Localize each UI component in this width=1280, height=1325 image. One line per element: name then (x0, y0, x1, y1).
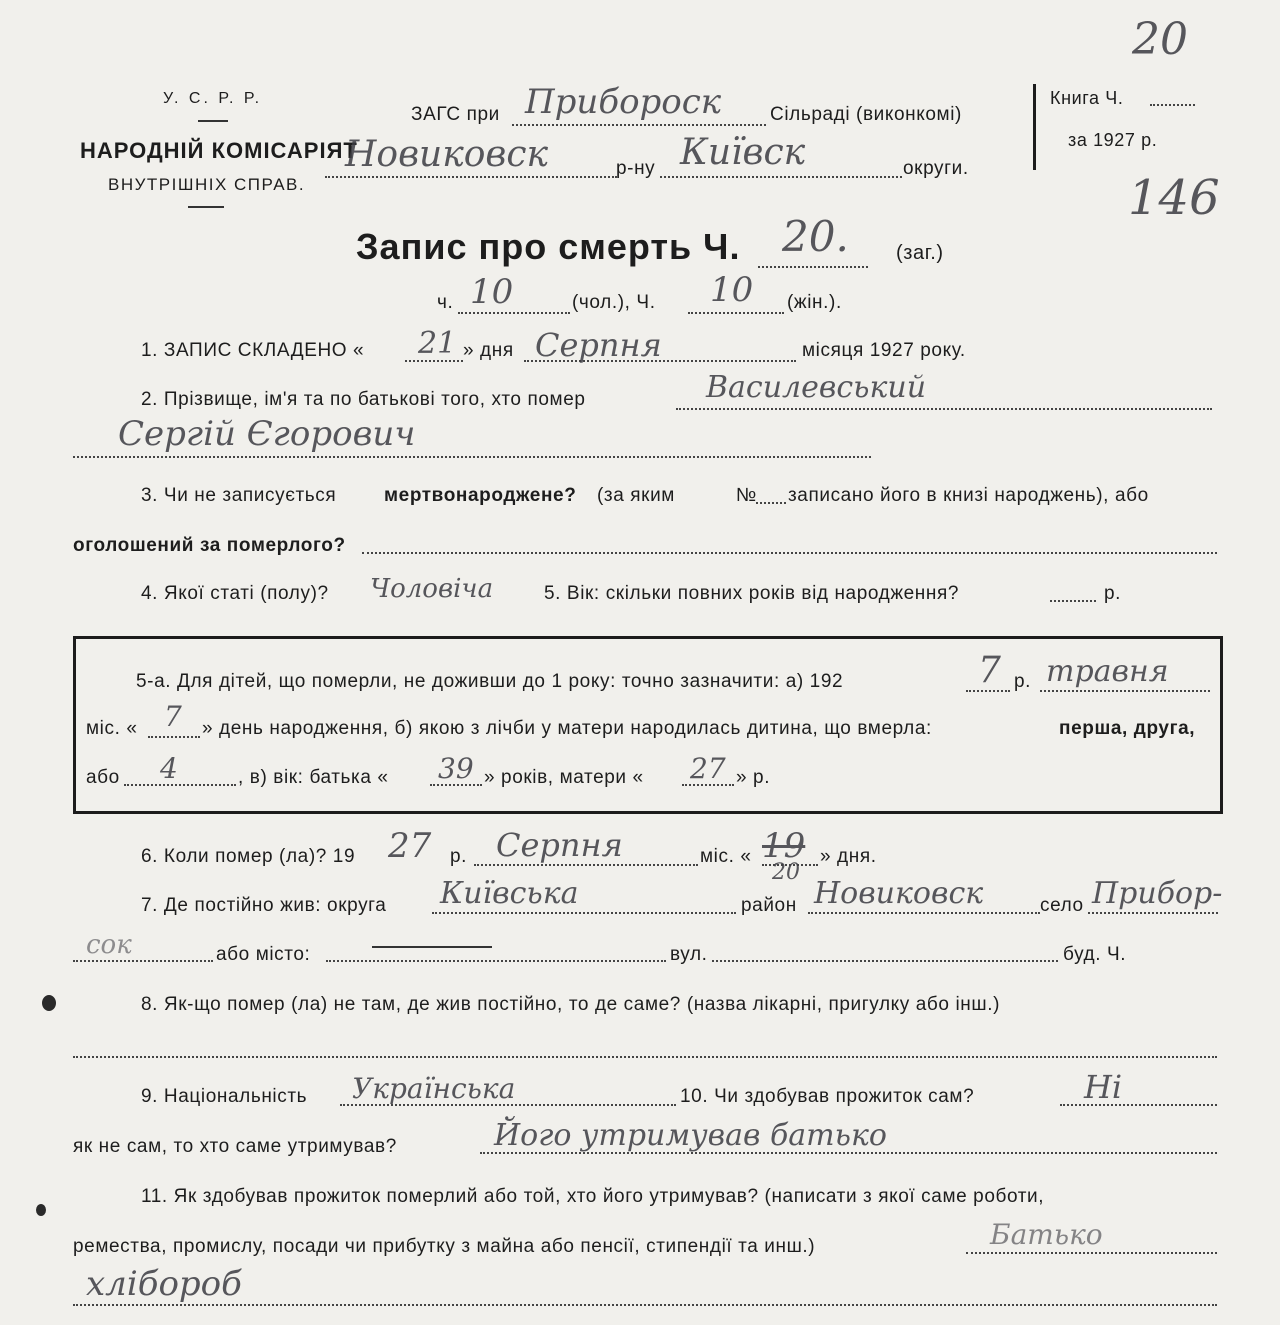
field7-selo-cont: сок (86, 930, 132, 960)
field7-selo-line (1088, 912, 1218, 914)
field10-value: Ні (1084, 1068, 1123, 1106)
field3-no: № (736, 485, 757, 506)
field2-label: 2. Прізвище, ім'я та по батькові того, хто помер (141, 389, 586, 410)
field7-okruga-line (432, 912, 736, 914)
field5a-day: 7 (164, 700, 182, 733)
okruga-label: округи. (903, 158, 969, 179)
field6-month-line (474, 864, 698, 866)
female-label: (жін.). (787, 292, 842, 313)
book-line (1150, 104, 1195, 106)
field2-line (676, 408, 1212, 410)
field1-mid: » дня (463, 340, 514, 361)
male-prefix: ч. (437, 292, 454, 313)
okruga-line (660, 176, 902, 178)
field5-label: 5. Вік: скільки повних років від народження? (544, 583, 960, 604)
field9-label: 9. Національність (141, 1086, 308, 1107)
punch-hole-top (42, 995, 56, 1011)
divider (198, 120, 228, 122)
field3-label-b: (за яким (597, 485, 675, 506)
field7-misto-dash (372, 946, 492, 948)
corner-number: 20 (1132, 14, 1188, 65)
field5a-mother: 27 (690, 752, 726, 785)
field4-value: Чоловіча (370, 574, 494, 604)
commissariat-subtitle: ВНУТРІШНІХ СПРАВ. (108, 175, 306, 194)
district-label: р-ну (616, 158, 656, 179)
field10-label: 10. Чи здобував прожиток сам? (680, 1086, 975, 1107)
field5a-month: травня (1046, 654, 1169, 689)
field5a-month-line (1040, 690, 1210, 692)
field7-selo-label: село (1040, 895, 1084, 916)
field11-value: Батько (990, 1218, 1103, 1251)
field5a-mis: міс. « (86, 718, 138, 739)
field7-misto-line (326, 960, 666, 962)
field1-end: місяця 1927 року. (802, 340, 966, 361)
field1-month: Серпня (535, 326, 662, 364)
field11-line (966, 1252, 1217, 1254)
book-label: Книга Ч. (1050, 88, 1124, 108)
field1-label: 1. ЗАПИС СКЛАДЕНО « (141, 340, 365, 361)
field6-end: » дня. (820, 846, 877, 867)
field7-misto: або місто: (216, 944, 311, 965)
field3-label-a: 3. Чи не записується (141, 485, 337, 506)
field5a-line3c: » р. (736, 767, 771, 788)
commissariat-title: НАРОДНІЙ КОМІСАРІЯТ (80, 138, 358, 163)
field11-line2 (73, 1304, 1217, 1306)
field7-bud: буд. Ч. (1063, 944, 1127, 965)
okruga-value: Київск (680, 132, 806, 173)
field10b-value: Його утримував батько (494, 1118, 887, 1153)
field5a-order-options: перша, друга, (1059, 718, 1196, 739)
field6-day: 19 (762, 826, 806, 866)
field5a-line3: , в) вік: батька « (238, 767, 389, 788)
record-title: Запис про смерть Ч. (356, 226, 741, 267)
field6-r: р. (450, 846, 468, 867)
field9-value: Українська (352, 1072, 516, 1105)
male-label: (чол.), Ч. (572, 292, 656, 313)
field8-label: 8. Як-що помер (ла) не там, де жив постійно, то де саме? (назва лікарні, пригулку або інш.) (141, 994, 1001, 1015)
field2-name: Сергій Єгорович (118, 414, 416, 454)
title-suffix: (заг.) (896, 242, 944, 264)
field2-surname: Василевський (706, 370, 927, 405)
field5a-line3b: » років, матери « (484, 767, 644, 788)
female-number: 10 (710, 270, 754, 310)
field5-end: р. (1104, 583, 1122, 604)
record-number: 20. (782, 212, 849, 261)
field11-value2: хлібороб (86, 1264, 242, 1304)
zags-value: Прибороск (525, 82, 722, 122)
field5a-order: 4 (160, 752, 178, 785)
field5-line (1050, 600, 1096, 602)
field10b-label: як не сам, то хто саме утримував? (73, 1136, 397, 1157)
field7-label: 7. Де постійно жив: округа (141, 895, 387, 916)
male-line (458, 312, 570, 314)
male-number: 10 (470, 272, 514, 312)
title-number-line (758, 266, 868, 268)
council-label: Сільраді (виконкомі) (770, 104, 962, 125)
field11-label2: ремества, промислу, посади чи прибутку з майна або пенсії, стипендії та инш.) (73, 1236, 816, 1257)
archive-number: 146 (1128, 170, 1220, 226)
field3-declared-dead: оголошений за померлого? (73, 535, 346, 556)
district-line (325, 176, 617, 178)
field5a-abo: або (86, 767, 120, 788)
field1-day: 21 (418, 326, 457, 361)
field5a-father: 39 (438, 752, 474, 785)
field7-vul: вул. (670, 944, 708, 965)
field3-label-c: записано його в книзі народжень), або (788, 485, 1149, 506)
field3-line2 (362, 552, 1217, 554)
field6-mis: міс. « (700, 846, 752, 867)
field7-raion-line (808, 912, 1040, 914)
field6-month: Серпня (496, 826, 623, 864)
district-value: Новиковск (345, 134, 548, 175)
field3-no-line (756, 502, 786, 504)
zags-line (512, 124, 766, 126)
field7-selo: Прибор- (1092, 876, 1223, 911)
field7-okruga: Київська (440, 876, 579, 911)
field5a-order-line (124, 784, 236, 786)
field2-line2 (73, 456, 871, 458)
punch-hole-bottom (36, 1204, 46, 1216)
ussr-label: У. С. Р. Р. (163, 90, 263, 107)
field5a-line2: » день народження, б) якою з лічби у матери народилась дитина, що вмерла: (202, 718, 932, 739)
field5a-r: р. (1014, 671, 1032, 692)
field5a-day-line (148, 736, 200, 738)
zags-label: ЗАГС при (411, 104, 500, 125)
field7-raion: Новиковск (814, 876, 984, 911)
field4-label: 4. Якої статі (полу)? (141, 583, 329, 604)
field6-year: 27 (388, 826, 432, 866)
field8-line (73, 1056, 1217, 1058)
field7-selo-cont-line (73, 960, 213, 962)
book-year: за 1927 р. (1068, 130, 1158, 150)
field5a-year-digit: 7 (978, 650, 1001, 691)
field7-raion-label: район (741, 895, 797, 916)
female-line (688, 312, 784, 314)
divider (188, 206, 224, 208)
field6-label: 6. Коли помер (ла)? 19 (141, 846, 356, 867)
field6-correction: 20 (772, 860, 800, 885)
field3-stillborn: мертвонароджене? (384, 485, 577, 506)
field11-label: 11. Як здобував прожиток померлий або той, хто його утримував? (написати з якої саме роботи, (141, 1186, 1045, 1207)
field5a-line1: 5-а. Для дітей, що померли, не доживши до 1 року: точно зазначити: а) 192 (136, 671, 844, 692)
field7-vul-line (712, 960, 1058, 962)
